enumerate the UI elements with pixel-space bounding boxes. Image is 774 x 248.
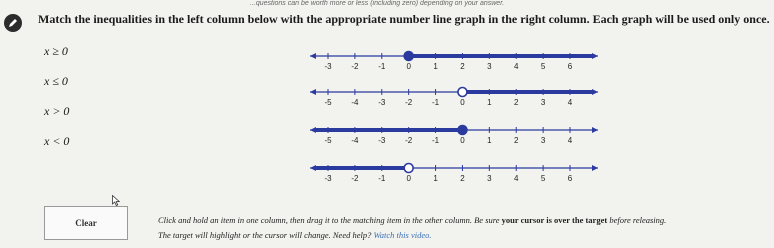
inequality-x-leq-0[interactable]: x ≤ 0 [44, 74, 68, 88]
tick-label: 3 [487, 174, 492, 183]
tick-label: 6 [567, 62, 573, 71]
question-instruction: Match the inequalities in the left column below with the appropriate number line graph in the right column. Each graph will be used only once. [38, 12, 770, 26]
tick-label: -2 [405, 136, 413, 145]
tick-label: 1 [433, 62, 438, 71]
tick-label: 1 [487, 136, 492, 145]
arrow-left-icon [310, 53, 316, 59]
scoring-note: ...questions can be worth more or less (including zero) depending on your answer. [250, 0, 505, 7]
tick-label: 2 [460, 174, 465, 183]
tick-label: -2 [351, 62, 359, 71]
tick-label: 3 [540, 136, 546, 145]
open-point [458, 88, 467, 97]
tick-label: 0 [460, 136, 465, 145]
tick-label: 1 [487, 98, 492, 107]
inequality-x-lt-0[interactable]: x < 0 [44, 134, 70, 148]
tick-label: 4 [567, 98, 573, 107]
tick-label: 1 [433, 174, 438, 183]
tick-label: 3 [487, 62, 492, 71]
tick-label: -1 [431, 98, 440, 107]
tick-label: -1 [431, 136, 440, 145]
tick-label: 0 [406, 62, 411, 71]
tick-label: 6 [567, 174, 573, 183]
tick-label: 5 [540, 174, 546, 183]
tick-label: -3 [378, 98, 386, 107]
arrow-left-icon [310, 89, 316, 95]
tick-label: 0 [460, 98, 465, 107]
tick-label: 4 [513, 174, 519, 183]
inequality-x-gt-0[interactable]: x > 0 [44, 104, 70, 118]
tick-label: 4 [567, 136, 573, 145]
pencil-icon [4, 14, 22, 32]
tick-label: -4 [351, 136, 359, 145]
tick-label: -2 [405, 98, 413, 107]
clear-button[interactable]: Clear [44, 206, 128, 240]
drag-instructions: Click and hold an item in one column, then drag it to the matching item in the other column. Be sure your cursor is over the target before releasing. The target will highlight or the cursor will change. Need help? Watch this video. [158, 215, 667, 240]
closed-point [404, 52, 413, 61]
tick-label: -5 [324, 98, 332, 107]
tick-label: -1 [378, 174, 386, 183]
arrow-right-icon [592, 165, 598, 171]
tick-label: 0 [406, 174, 411, 183]
number-line-graph-3[interactable] [300, 122, 610, 148]
open-point [404, 164, 413, 173]
inequality-x-geq-0[interactable]: x ≥ 0 [44, 44, 68, 58]
tick-label: 2 [513, 136, 519, 145]
tick-label: -3 [324, 174, 332, 183]
tick-label: 5 [540, 62, 546, 71]
tick-label: 2 [513, 98, 519, 107]
tick-label: 4 [513, 62, 519, 71]
tick-label: -5 [324, 136, 332, 145]
arrow-right-icon [592, 127, 598, 133]
number-line-graph-1[interactable] [300, 48, 610, 74]
tick-label: -3 [324, 62, 332, 71]
tick-label: -2 [351, 174, 359, 183]
closed-point [458, 126, 467, 135]
watch-video-link[interactable]: Watch this video. [373, 230, 432, 240]
cursor-emphasis: your cursor is over the target [501, 215, 608, 225]
tick-label: -4 [351, 98, 359, 107]
tick-label: 3 [540, 98, 546, 107]
number-line-graph-2[interactable] [300, 84, 610, 110]
tick-label: 2 [460, 62, 465, 71]
tick-label: -3 [378, 136, 386, 145]
tick-label: -1 [378, 62, 386, 71]
number-line-graph-4[interactable] [300, 160, 610, 186]
